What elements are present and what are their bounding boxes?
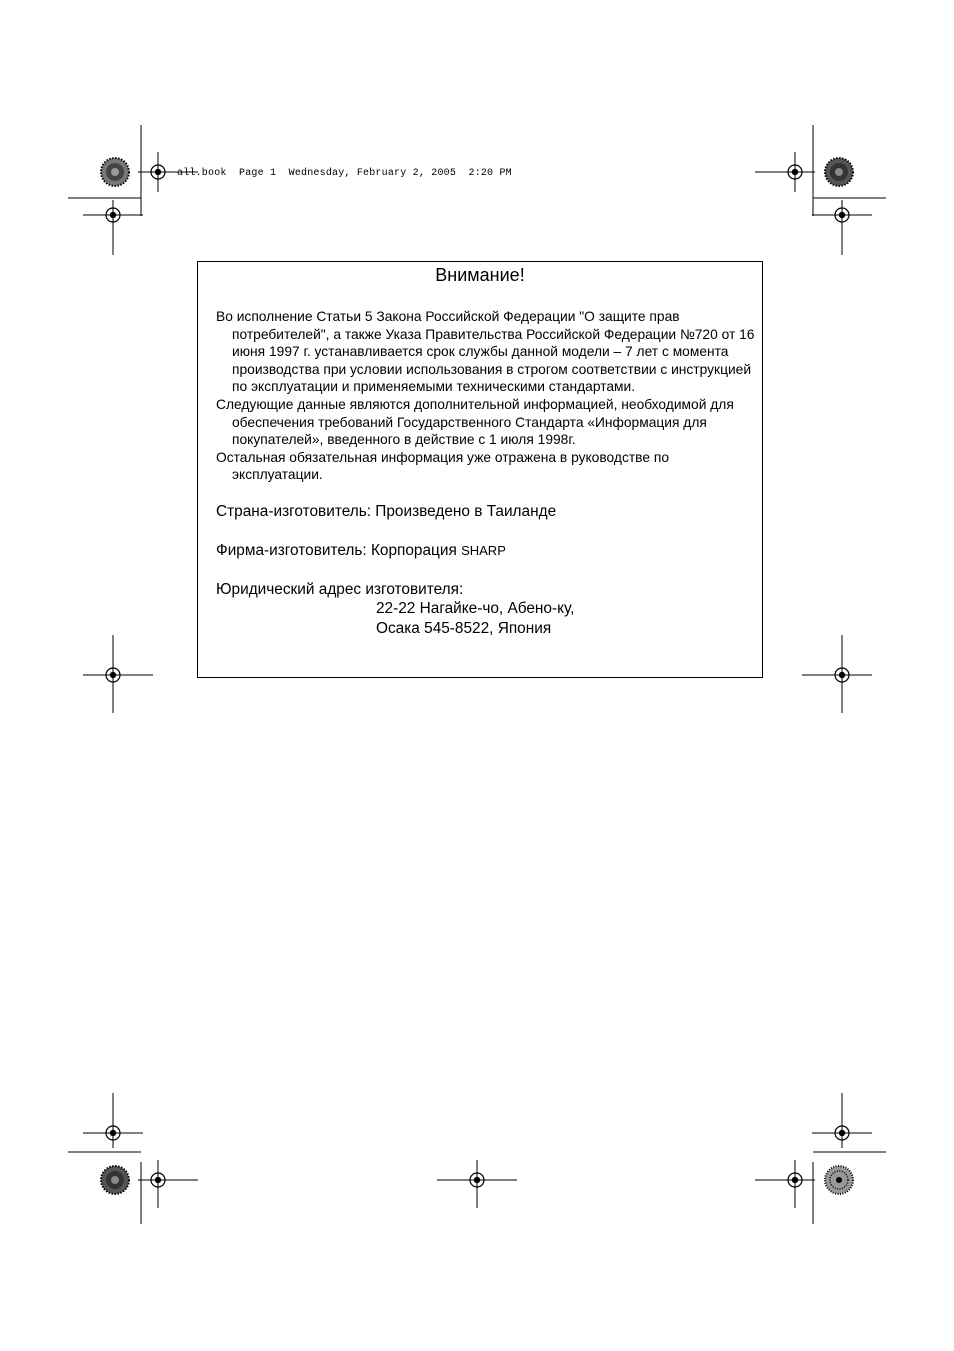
manufacturer-prefix: Фирма-изготовитель: Корпорация <box>216 542 462 559</box>
notice-box <box>197 261 763 678</box>
color-wheel-icon <box>101 1166 129 1194</box>
manufacturer-line <box>216 541 506 561</box>
paragraph-service-life: Во исполнение Статьи 5 Закона Российской Федерации "О защите прав потребителей", а также Указа Правительства Российской Федерации №720 от 16 июня 1997 г. устанавливается срок службы данной модели – 7 лет с момента производства при условии использования в строгом соответствии с инструкцией по эксплуатации и применяемыми техническими стандартами. <box>216 309 755 395</box>
registration-mark-icon <box>812 1093 872 1148</box>
registration-mark-icon <box>755 152 815 192</box>
paragraph-additional-info: Следующие данные являются дополнительной информацией, необходимой для обеспечения требований Государственного Стандарта «Информация для покупателей», введенного в действие с 1 июля 1998г. <box>216 396 734 448</box>
registration-mark-icon <box>83 635 153 713</box>
registration-mark-icon <box>802 635 872 713</box>
address-line-2: Осака 545-8522, Япония <box>376 620 552 637</box>
registration-mark-icon <box>812 200 872 255</box>
registration-mark-icon <box>83 200 143 255</box>
country-of-origin: Страна-изготовитель: Произведено в Таиланде <box>216 503 557 520</box>
registration-mark-icon <box>437 1160 517 1208</box>
color-wheel-icon <box>825 1166 853 1194</box>
registration-mark-icon <box>138 1160 198 1208</box>
address-label: Юридический адрес изготовителя: <box>216 581 464 598</box>
print-header-stamp: all.book Page 1 Wednesday, February 2, 2005 2:20 PM <box>177 168 512 179</box>
color-wheel-icon <box>101 158 129 186</box>
manufacturer-brand: SHARP <box>461 543 506 558</box>
paragraph-other-info: Остальная обязательная информация уже отражена в руководстве по эксплуатации. <box>216 449 669 483</box>
address-line-1: 22-22 Нагайке-чо, Абено-ку, <box>376 600 575 617</box>
color-wheel-icon <box>825 158 853 186</box>
notice-title: Внимание! <box>435 265 525 285</box>
registration-mark-icon <box>755 1160 815 1208</box>
notice-paragraphs <box>216 308 761 484</box>
registration-mark-icon <box>83 1093 143 1148</box>
registration-mark-icon <box>138 152 198 192</box>
